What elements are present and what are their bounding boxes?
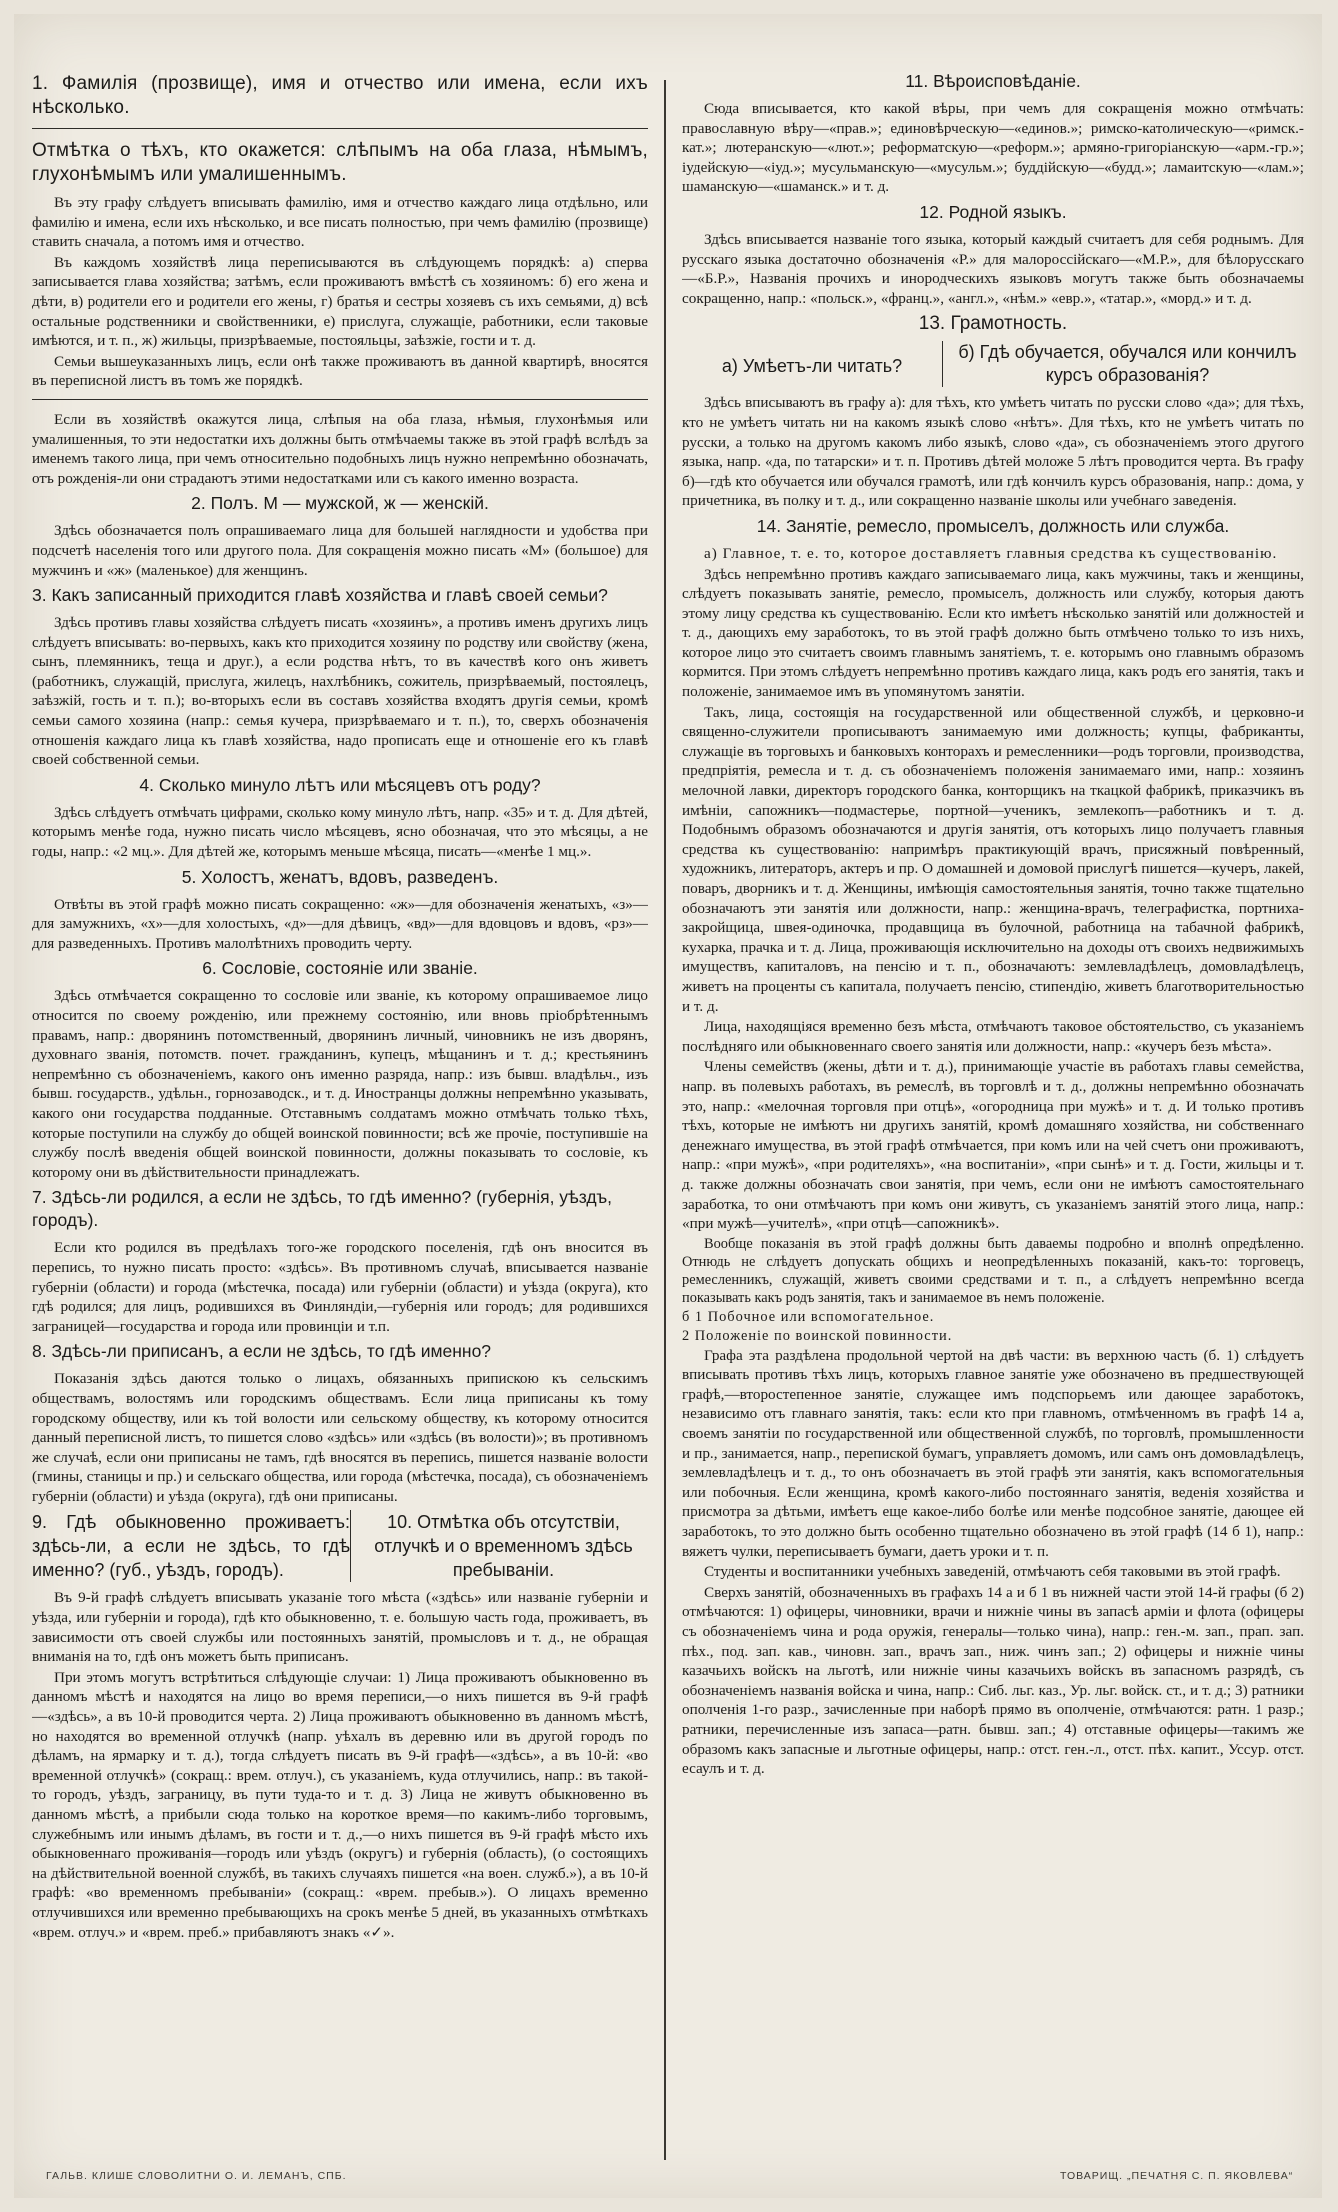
paragraph: Отвѣты въ этой графѣ можно писать сокращенно: «ж»—для обозначенія женатыхъ, «з»—для замужнихъ, «х»—для холостыхъ, «д»—для дѣвицъ, «вд»—для вдовцовъ и вдовъ, «рз»—для разведенныхъ. Противъ малолѣтнихъ проводить черту.: [32, 895, 648, 952]
heading-10: 10. Отмѣтка объ отсутствіи, отлучкѣ и о временномъ здѣсь пребываніи.: [350, 1510, 648, 1582]
paragraph: Въ каждомъ хозяйствѣ лица переписываются въ слѣдующемъ порядкѣ: а) сперва записывается глава хозяйства; затѣмъ, если проживаютъ вмѣстѣ съ хозяиномъ: б) его жена и дѣти, в) родители его и родители его жены, г) братья и сестры хозяевъ съ ихъ семьями, д) всѣ остальные родственники и свойственники, е) прислуга, служащіе, работники, если таковые имѣются, и т. п., ж) жильцы, призрѣваемые, постояльцы, заѣзжіе, гости и т. д.: [32, 253, 648, 350]
paragraph: Здѣсь вписываютъ въ графу а): для тѣхъ, кто умѣетъ читать по русски слово «да»; для тѣхъ, кто не умѣетъ читать ни на какомъ языкѣ слово «нѣтъ». Для тѣхъ, кто не умѣетъ читать по русски, а только на другомъ какомъ либо языкѣ, слово «да», съ обозначеніемъ этого другого языка, напр. «да, по татарски» и т. п. Противъ дѣтей моложе 5 лѣтъ проводится черта. Въ графу б)—гдѣ кто обучается или обучался грамотѣ, или гдѣ кончилъ курсъ образованія, напр.: дома, у причетника, въ полку и т. д., или сокращенно названіе школы или учебнаго заведенія.: [682, 394, 1304, 510]
paragraph: Семьи вышеуказанныхъ лицъ, если онѣ также проживаютъ въ данной квартирѣ, вносятся въ переписной листъ въ томъ же порядкѣ.: [32, 352, 648, 390]
paragraph: Лица, находящіяся временно безъ мѣста, отмѣчаютъ таковое обстоятельство, съ указаніемъ послѣдняго или обыкновеннаго своего занятія или должности, напр.: «кучеръ безъ мѣста».: [682, 1018, 1304, 1055]
paragraph: Если въ хозяйствѣ окажутся лица, слѣпыя на оба глаза, нѣмыя, глухонѣмыя или умалишенныя, то эти недостатки ихъ должны быть отмѣчаемы также въ этой графѣ вслѣдъ за именемъ такого лица, при чемъ относительно подобныхъ лицъ нужно непремѣнно обозначать, отъ рожденія-ли они страдаютъ этими недостатками или съ какого именно возраста.: [32, 410, 648, 487]
divider: [32, 399, 648, 400]
heading-13b: б) Гдѣ обучается, обучался или кончилъ курсъ образованія?: [942, 341, 1304, 387]
paragraph: Здѣсь слѣдуетъ отмѣчать цифрами, сколько кому минуло лѣтъ, напр. «35» и т. д. Для дѣтей, которымъ менѣе года, нужно писать число мѣсяцевъ, ясно обозначая, что это мѣсяцы, а не годы, напр.: «2 мц.». Для дѣтей же, которымъ меньше мѣсяца, писать—«менѣе 1 мц.».: [32, 803, 648, 861]
heading-13-split: [682, 341, 1304, 387]
paragraph: При этомъ могутъ встрѣтиться слѣдующіе случаи: 1) Лица проживаютъ обыкновенно въ данномъ мѣстѣ и находятся на лицо во время переписи,—о нихъ пишется въ 9-й графѣ—«здѣсь», а въ 10-й проводится черта. 2) Лица проживаютъ обыкновенно въ данномъ мѣстѣ, но находятся во временной отлучкѣ (напр. уѣхалъ въ деревню или въ другой городъ по дѣламъ, на ярмарку и т. д.), тогда слѣдуетъ писать въ 9-й графѣ—«здѣсь», а въ 10-й: «во временной отлучкѣ» (сокращ.: врем. отлуч.), съ указаніемъ, куда отлучились, напр.: въ такой-то городъ, уѣздъ, заграницу, въ пути туда-то и т. д. 3) Лица не живутъ обыкновенно въ данномъ мѣстѣ, а прибыли сюда только на короткое время—по какимъ-либо торговымъ, служебнымъ или инымъ дѣламъ, въ гости и т. д.,—о нихъ пишется въ 9-й графѣ мѣсто ихъ обыкновеннаго проживанія—городъ или уѣздъ (округъ) и губернія (область), (о состоящихъ на дѣйствительной военной службѣ, въ такихъ случаяхъ пишется «на воен. служб.»), а въ 10-й графѣ: «во временномъ пребываніи» (сокращ.: «врем. пребыв.»). О лицахъ временно отлучившихся или временно пребывающихъ на срокъ менѣе 5 дней, въ указанныхъ отмѣткахъ «врем. отлуч.» и «врем. преб.» прибавляютъ знакъ «✓».: [32, 1668, 648, 1941]
paragraph: Графа эта раздѣлена продольной чертой на двѣ части: въ верхнюю часть (б. 1) слѣдуетъ вписывать противъ тѣхъ лицъ, которыхъ главное занятіе уже обозначено въ предшествующей графѣ,—второстепенное занятіе, служащее имъ подспорьемъ или дающее заработокъ, независимо отъ главнаго занятія, такъ: если кто при главномъ, отмѣченномъ въ графѣ 14 а, своемъ занятіи по государственной или общественной службѣ, по торговлѣ, промышленности и пр., занимается, напр., перепиской бумагъ, управляетъ домомъ, или самъ онъ домовладѣлецъ, землевладѣлецъ и т. д., то онъ обозначаетъ въ этой графѣ эти занятія, какъ вспомогательныя или побочныя. Если женщина, кромѣ какого-либо постояннаго занятія, веденія хозяйства и присмотра за дѣтьми, имѣетъ еще какое-либо болѣе или менѣе подсобное занятіе, дающее ей заработокъ, то это должно быть особенно тщательно обозначено въ этой графѣ (14 б 1), напр.: вяжетъ чулки, переписываетъ бумаги, даетъ уроки и т. п.: [682, 1346, 1304, 1560]
paragraph: Въ 9-й графѣ слѣдуетъ вписывать указаніе того мѣста («здѣсь» или названіе губерніи и уѣзда, или губерніи и города), гдѣ кто обыкновенно, т. е. большую часть года, проживаетъ, въ зависимости отъ своей службы или постоянныхъ занятій, промысловъ и т. д., не обращая вниманія на то, гдѣ онъ можетъ быть приписанъ.: [32, 1589, 648, 1666]
heading-11: 11. Вѣроисповѣданіе.: [905, 71, 1081, 91]
heading-14b2: 2 Положеніе по воинской повинности.: [682, 1327, 953, 1344]
heading-13a: а) Умѣетъ-ли читать?: [721, 356, 903, 377]
heading-8: 8. Здѣсь-ли приписанъ, а если не здѣсь, то гдѣ именно?: [32, 1341, 492, 1362]
paragraph: Здѣсь отмѣчается сокращенно то сословіе или званіе, къ которому опрашиваемое лицо относится по своему рожденію, или прежнему состоянію, или вновь пріобрѣтеннымъ правамъ, напр.: дворянинъ потомственный, дворянинъ личный, чиновникъ не изъ дворянъ, духовнаго званія, потомств. почет. гражданинъ, купецъ, мѣщанинъ и т. д.; крестьянинъ непремѣнно съ обозначеніемъ, какого онъ именно разряда, напр.: изъ бывш. владѣльч., изъ бывш. государств., удѣльн., горнозаводск., и т. д. Иностранцы должны непремѣнно указывать, какого они государства подданные. Отставнымъ солдатамъ можно отмѣчать только тѣхъ, которые поступили на службу до общей воинской повинности; всѣ же прочіе, поступившіе на службу послѣ введенія общей воинской повинности, должны показывать то сословіе, къ которому они въ дѣйствительности принадлежатъ.: [32, 987, 648, 1181]
heading-13: 13. Грамотность.: [918, 313, 1068, 335]
heading-4: 4. Сколько минуло лѣтъ или мѣсяцевъ отъ роду?: [139, 774, 541, 795]
heading-9-10: [32, 1510, 648, 1582]
paragraph: Сверхъ занятій, обозначенныхъ въ графахъ 14 а и б 1 въ нижней части этой 14-й графы (б 2) отмѣчаются: 1) офицеры, чиновники, врачи и нижніе чины въ запасѣ арміи и флота (офицеры съ обозначеніемъ чина и рода оружія, генералы—только чина), напр.: ген.-м. зап., прап. зап. пѣх., под. зап. кав., чиновн. зап., врачъ зап., ниж. чинъ зап.; 2) офицеры и нижніе чины казачьихъ войскъ на льготѣ, или нижніе чины казачьихъ войскъ въ запасномъ разрядѣ, съ обозначеніемъ названія войска и чина, напр.: Сиб. льг. каз., Ур. льг. войск. ст., и т. д.; 3) ратники ополченія 1-го разр., зачисленные при наборѣ прямо въ ополченіе, отмѣчаются: ратн. 1 разр.; ратники, перечисленные изъ запаса—ратн. бывш. зап.; 4) отставные офицеры—такимъ же образомъ какъ запасные и льготные офицеры, напр.: отст. ген.-л., отст. пѣх. капит., Уссур. отст. есаулъ и т. д.: [682, 1583, 1304, 1778]
heading-7: 7. Здѣсь-ли родился, а если не здѣсь, то гдѣ именно? (губернія, уѣздъ, городъ).: [32, 1187, 613, 1231]
heading-14: 14. Занятіе, ремесло, промыселъ, должность или служба.: [756, 515, 1230, 536]
left-column: [32, 66, 648, 2158]
paragraph: Такъ, лица, состоящія на государственной или общественной службѣ, и церковно-и священно-служители прописываютъ занимаемую ими должность; купцы, фабриканты, служащіе въ торговыхъ и банковыхъ конторахъ и ремесленники—родъ торговли, производства, предпріятія, ремесла и т. д. съ обозначеніемъ положенія занимаемаго ими, напр.: хозяинъ мелочной лавки, директоръ городского банка, конторщикъ на ткацкой фабрикѣ, приказчикъ въ имѣніи, сапожникъ—подмастерье, портной—ученикъ, землекопъ—работникъ и т. д. Подобнымъ образомъ обозначаются и другія занятія, отъ которыхъ лицо получаетъ главныя средства къ существованію: напримѣръ практикующій врачъ, присяжный повѣренный, художникъ, литераторъ, актеръ и пр. О домашней и домовой прислугѣ пишется—кучеръ, лакей, поваръ, дворникъ и т. д. Женщины, имѣющія самостоятельныя занятія, точно также тщательно обозначаютъ эти занятія или должности, напр.: женщина-врачъ, телеграфистка, портниха-закройщица, швея-одиночка, продавщица въ булочной, работница на табачной фабрикѣ, кухарка, прачка и т. д. Лица, проживающія исключительно на доходы отъ своихъ недвижимыхъ имуществъ, капиталовъ, на пенсію и т. п., обозначаютъ: землевладѣлецъ, домовладѣлецъ, живетъ на проценты съ капитала, получаетъ пенсію, стипендію, живетъ благотворительностью и т. д.: [682, 703, 1304, 1015]
paragraph: Здѣсь непремѣнно противъ каждаго записываемаго лица, какъ мужчины, такъ и женщины, слѣдуетъ показывать занятіе, ремесло, промыселъ, должность или службу, которыя даютъ этому лицу средства къ существованію. Если кто имѣетъ нѣсколько занятій или должностей и т. д., дающихъ ему заработокъ, то въ этой графѣ должно быть отмѣчено только то изъ нихъ, которое лицо это считаетъ своимъ главнымъ занятіемъ, т. е. которымъ оно главнымъ образомъ кормится. При этомъ слѣдуетъ непремѣнно противъ каждаго лица, какъ родъ его занятія, такъ и положеніе, занимаемое имъ въ упомянутомъ занятіи.: [682, 565, 1304, 701]
heading-3: 3. Какъ записанный приходится главѣ хозяйства и главѣ своей семьи?: [32, 585, 608, 606]
column-divider: [664, 80, 666, 2160]
paragraph: Показанія здѣсь даются только о лицахъ, обязанныхъ припискою къ сельскимъ обществамъ, волостямъ или городскимъ обществамъ. Если лица приписаны къ тому городскому обществу, или къ той волости или сельскому обществу, къ которому относится данный переписной листъ, то пишется слово «здѣсь» или «здѣсь (въ волости)»; въ противномъ же случаѣ, если они приписаны не тамъ, гдѣ вносятся въ перепись, пишется названіе волости (гмины, станицы и пр.) и сельскаго общества, или города (мѣстечка, посада), съ обозначеніемъ губерніи (области) и уѣзда (округа), гдѣ они приписаны.: [32, 1370, 648, 1505]
paragraph: Здѣсь вписывается названіе того языка, который каждый считаетъ для себя роднымъ. Для русскаго языка достаточно обозначенія «Р.» для малороссійскаго—«М.Р.», для бѣлорусскаго—«Б.Р.», Названія прочихъ и инородческихъ языковъ могутъ также быть обозначаемы сокращенно, напр.: «польск.», «франц.», «англ.», «нѣм.» «евр.», «татар.», «морд.» и т. д.: [682, 230, 1304, 307]
paragraph: Въ эту графу слѣдуетъ вписывать фамилію, имя и отчество каждаго лица отдѣльно, или фамилію и имена, если ихъ нѣсколько, и все писать полностью, при чемъ фамилію (прозвище) ставить сначала, а потомъ имя и отчество.: [32, 194, 648, 251]
paragraph: Члены семействъ (жены, дѣти и т. д.), принимающіе участіе въ работахъ главы семейства, напр. въ полевыхъ работахъ, въ ремеслѣ, въ торговлѣ и т. д., должны непремѣнно обозначать это, напр.: «мелочная торговля при отцѣ», «огородница при мужѣ» и т. д. И только противъ тѣхъ, которые не имѣютъ ни другихъ занятій, кромѣ домашняго хозяйства, ни собственнаго денежнаго имущества, въ этой графѣ отмѣчается, при комъ или на чей счетъ они проживаютъ, напр.: «при мужѣ», «при родителяхъ», «на воспитаніи», «при сынѣ» и т. д. Гости, жильцы и т. д. также должны обозначать свои занятія, при чемъ, если они не имѣютъ самостоятельнаго заработка, то они отмѣчаютъ при комъ они живутъ, съ указаніемъ занятій этого лица, напр.: «при мужѣ—учителѣ», «при отцѣ—сапожникѣ».: [682, 1058, 1304, 1233]
printer-credit-right: ТОВАРИЩ. „ПЕЧАТНЯ С. П. ЯКОВЛЕВА“: [1060, 2170, 1294, 2182]
paragraph: Сюда вписывается, кто какой вѣры, при чемъ для сокращенія можно отмѣчать: православную вѣру—«прав.»; единовѣрческую—«единов.»; римско-католическую—«римск.-кат.»; лютеранскую—«лют.»; реформатскую—«реформ.»; армяно-григоріанскую—«арм.-гр.»; іудейскую—«іуд.»; мусульманскую—«мусульм.»; буддійскую—«будд.»; ламаитскую—«лам.»; шаманскую—«шаманск.» и т. д.: [682, 100, 1304, 196]
paragraph: Студенты и воспитанники учебныхъ заведеній, отмѣчаютъ себя таковыми въ этой графѣ.: [704, 1563, 1281, 1581]
heading-6: 6. Сословіе, состояніе или званіе.: [202, 958, 478, 979]
right-column: [682, 66, 1304, 2158]
paragraph: Если кто родился въ предѣлахъ того-же городского поселенія, гдѣ онъ вносится въ перепись, то нужно писать просто: «здѣсь». Въ противномъ случаѣ, вписывается названіе губерніи (области) и города (мѣстечка, посада) или губерніи (области) и уѣзда (округа), кто гдѣ родился; для лицъ, родившихся въ Финляндіи,—губернія или городъ; для родившихся заграницей—государства и города или провинціи и т.п.: [32, 1239, 648, 1335]
heading-1: 1. Фамилія (прозвище), имя и отчество или имена, если ихъ нѣсколько.: [32, 73, 648, 118]
paragraph: Здѣсь обозначается полъ опрашиваемаго лица для большей наглядности и удобства при подсчетѣ населенія того или другого пола. Для сокращенія можно писать «М» (большое) для мужчинъ и «ж» (маленькое) для женщинъ.: [32, 522, 648, 579]
census-instruction-sheet: [14, 14, 1322, 2198]
heading-9: 9. Гдѣ обыкновенно проживаетъ: здѣсь-ли, а если не здѣсь, то гдѣ именно? (губ., уѣздъ, городъ).: [32, 1512, 350, 1581]
heading-2: 2. Полъ. М — мужской, ж — женскій.: [191, 493, 489, 514]
heading-1b: Отмѣтка о тѣхъ, кто окажется: слѣпымъ на оба глаза, нѣмымъ, глухонѣмымъ или умалишеннымъ.: [32, 140, 648, 185]
printer-credit-left: ГАЛЬВ. КЛИШЕ СЛОВОЛИТНИ О. И. ЛЕМАНЪ, СПБ.: [46, 2170, 347, 2182]
paragraph: Здѣсь противъ главы хозяйства слѣдуетъ писать «хозяинъ», а противъ именъ другихъ лицъ слѣдуетъ вписывать: во-первыхъ, какъ кто приходится хозяину по родству или свойству (жена, сынъ, племянникъ, теща и друг.), а если родства нѣтъ, то въ качествѣ кого онъ живетъ (работникъ, служащій, прислуга, жилецъ, нахлѣбникъ, сожитель, призрѣваемый, постоялецъ, заѣзжій, гость и т. п.); во-вторыхъ если въ составъ хозяйства входятъ другія семьи, кромѣ семьи самого хозяина (напр.: семья кучера, призрѣваемаго и т. п.), то, сверхъ обозначенія отношенія каждаго лица къ главѣ хозяйства, надо прописать еще и отношеніе его къ главѣ своей собственной семьи.: [32, 614, 648, 769]
heading-14b1: б 1 Побочное или вспомогательное.: [682, 1308, 935, 1325]
divider: [32, 128, 648, 129]
paragraph: а) Главное, т. е. то, которое доставляетъ главныя средства къ существованію.: [704, 544, 1278, 562]
heading-12: 12. Родной языкъ.: [919, 201, 1067, 222]
heading-5: 5. Холостъ, женатъ, вдовъ, разведенъ.: [181, 866, 499, 887]
paragraph: Вообще показанія въ этой графѣ должны быть даваемы подробно и вполнѣ опредѣленно. Отнюдь не слѣдуетъ допускать общихъ и неопредѣленныхъ показаній, какъ-то: торговецъ, ремесленникъ, служащій, живетъ своими средствами и т. п., а слѣдуетъ непремѣнно всегда показывать какъ родъ занятія, такъ и занимаемое въ немъ положеніе.: [682, 1235, 1304, 1306]
